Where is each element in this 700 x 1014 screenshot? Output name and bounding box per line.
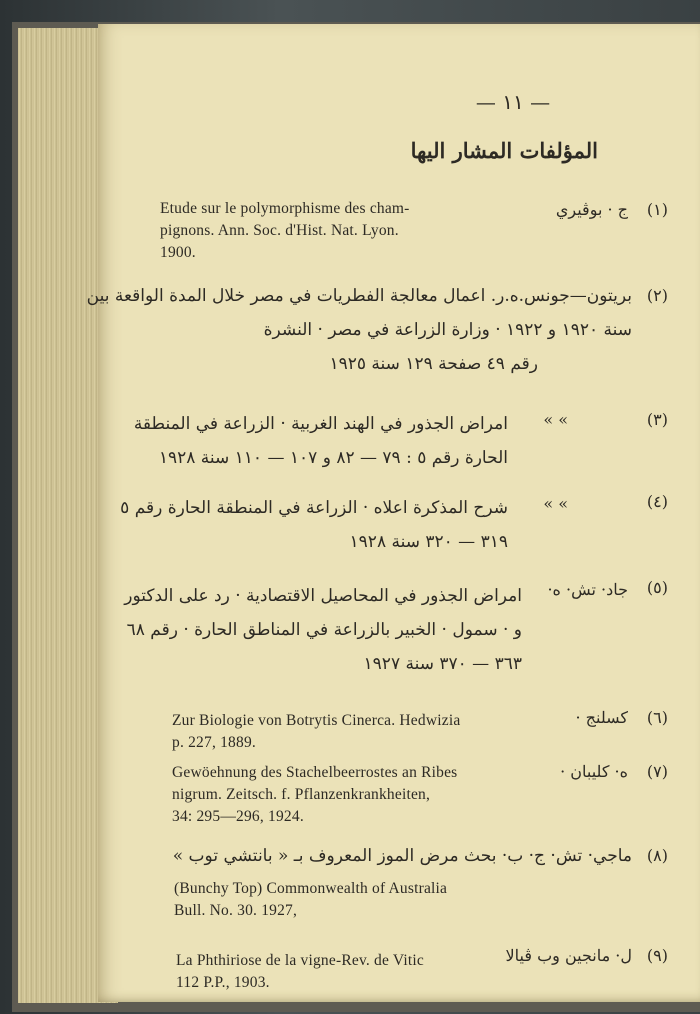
entry-number: (٣)	[646, 410, 668, 429]
page-title: المؤلفات المشار اليها	[410, 138, 598, 163]
entry-text-line: Bull. No. 30. 1927,	[174, 902, 298, 919]
entry-text-line: ٣٦٣ — ٣٧٠ سنة ١٩٢٧	[363, 654, 522, 674]
entry-author: جاد· تش· ه·	[547, 580, 628, 599]
entry-text-line: Gewöehnung des Stachelbeerrostes an Ribes	[172, 764, 458, 781]
entry-text-line: سنة ١٩٢٠ و ١٩٢٢ · وزارة الزراعة في مصر · النشرة	[263, 320, 632, 340]
entry-text-line: بريتون—جونس.ه.ر. اعمال معالجة الفطريات في مصر خلال المدة الواقعة بين	[86, 286, 632, 306]
entry-text-line: ٣١٩ — ٣٢٠ سنة ١٩٢٨	[349, 532, 508, 552]
entry-number: (٨)	[646, 846, 668, 865]
entry-text-line: رقم ٤٩ صفحة ١٢٩ سنة ١٩٢٥	[329, 354, 538, 374]
entry-number: (٢)	[646, 286, 668, 305]
entry-number: (٥)	[646, 578, 668, 597]
entry-number: (٤)	[646, 492, 668, 511]
entry-text-line: pignons. Ann. Soc. d'Hist. Nat. Lyon.	[160, 222, 399, 239]
ditto-marks: « «	[543, 494, 568, 513]
book-page	[86, 24, 700, 1002]
entry-number: (٩)	[646, 946, 668, 965]
entry-text-line: 1900.	[160, 244, 196, 261]
entry-number: (٧)	[646, 762, 668, 781]
entry-text-line: امراض الجذور في الهند الغربية · الزراعة في المنطقة	[133, 414, 508, 434]
entry-text-line: 34: 295—296, 1924.	[172, 808, 304, 825]
page-number: — ١١ —	[475, 90, 551, 114]
entry-author: ج · بوڤيري	[555, 200, 628, 219]
entry-number: (٦)	[646, 708, 668, 727]
entry-text-line: ماجي· تش· ج· ب· بحث مرض الموز المعروف بـ « بانتشي توب »	[172, 846, 632, 866]
entry-text-line: p. 227, 1889.	[172, 734, 256, 751]
entry-text-line: شرح المذكرة اعلاه · الزراعة في المنطقة الحارة رقم ٥	[120, 498, 508, 518]
ditto-marks: « «	[543, 410, 568, 429]
entry-author: ل· مانجين وب ڤيالا	[505, 946, 632, 965]
entry-text-line: (Bunchy Top) Commonwealth of Australia	[174, 880, 448, 897]
entry-text-line: Etude sur le polymorphisme des cham-	[160, 200, 410, 217]
entry-author: ه· كليبان ·	[560, 762, 628, 781]
entry-number: (١)	[646, 200, 668, 219]
entry-text-line: nigrum. Zeitsch. f. Pflanzenkrankheiten,	[172, 786, 431, 803]
entry-text-line: 112 P.P., 1903.	[176, 974, 270, 991]
entry-text-line: Zur Biologie von Botrytis Cinerca. Hedwizia	[172, 712, 461, 729]
entry-text-line: الحارة رقم ٥ : ٧٩ — ٨٢ و ١٠٧ — ١١٠ سنة ١٩٢٨	[158, 448, 508, 468]
entry-text-line: La Phthiriose de la vigne-Rev. de Vitic	[176, 952, 424, 969]
entry-text-line: امراض الجذور في المحاصيل الاقتصادية · رد على الدكتور	[124, 586, 522, 606]
entry-author: كسلنج ·	[575, 708, 628, 727]
entry-text-line: و · سمول · الخبير بالزراعة في المناطق الحارة · رقم ٦٨	[126, 620, 522, 640]
